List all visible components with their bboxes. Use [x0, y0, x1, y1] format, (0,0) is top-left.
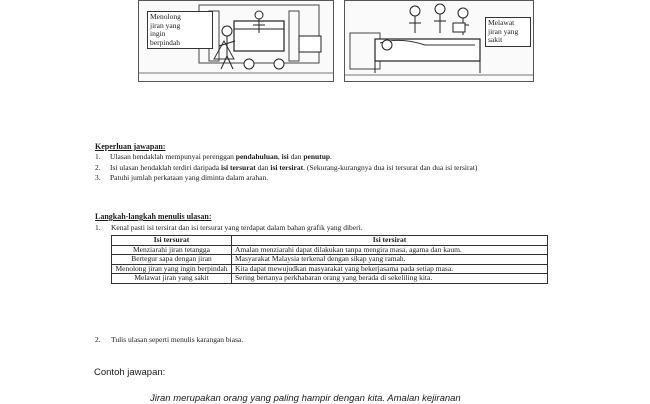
requirements-list: [95, 152, 535, 184]
requirement-text: penutup: [303, 152, 331, 161]
requirement-text: Isi ulasan hendaklah terdiri daripada: [110, 162, 221, 172]
requirement-text: ,: [277, 152, 282, 161]
requirement-text: isi tersirat: [270, 162, 304, 172]
requirement-number: 2.: [95, 162, 101, 172]
requirement-text: dan: [288, 152, 304, 161]
requirement-text: Patuhi jumlah perkataan yang diminta dalam arahan.: [110, 173, 269, 182]
table-row: [112, 255, 548, 265]
table-cell: Melawat jiran yang sakit: [112, 274, 232, 284]
requirement-number: 1.: [95, 152, 101, 161]
requirement-text: Ulasan hendaklah mempunyai perenggan: [110, 152, 236, 161]
step-2: [95, 335, 545, 345]
table-cell: Kita dapat mewujudkan masyarakat yang bekerjasama pada setiap masa.: [232, 264, 548, 274]
step-1-text: Kenal pasti isi tersirat dan isi tersurat yang terdapat dalam bahan grafik yang diberi.: [111, 223, 363, 232]
table-row: [112, 274, 548, 284]
requirement-text: isi tersurat: [221, 162, 256, 172]
step-2-number: 2.: [95, 335, 101, 344]
table-cell: Sering bertanya perkhabaran orang yang berada di sekeliling kita.: [232, 274, 548, 284]
requirement-text: .: [330, 152, 332, 161]
requirement-item: [95, 163, 535, 173]
requirement-item: [95, 173, 535, 183]
illustration-moving-house: [138, 0, 334, 82]
content-table: [111, 235, 548, 284]
step-2-text: Tulis ulasan seperti menulis karangan biasa.: [111, 335, 244, 344]
requirement-text: . (Sekurang-kurangnya dua isi tersurat dan dua isi tersirat): [303, 162, 478, 172]
illustration-visiting-sick: [344, 0, 534, 82]
requirement-number: 3.: [95, 173, 101, 182]
table-cell: Menziarahi jiran tetangga: [112, 245, 232, 255]
steps-heading: Langkah-langkah menulis ulasan:: [95, 212, 212, 221]
caption-visiting-sick: Melawat jiran yang sakit: [485, 17, 531, 47]
example-label: Contoh jawapan:: [94, 367, 166, 378]
requirement-text: isi: [281, 152, 289, 161]
table-cell: Masyarakat Malaysia terkenal dengan sikap yang ramah.: [232, 255, 548, 265]
table-cell: Menolong jiran yang ingin berpindah: [112, 264, 232, 274]
header-isi-tersurat: Isi tersurat: [112, 236, 232, 246]
table-cell: Amalan menziarahi dapat dilakukan tanpa mengira masa, agama dan kaum.: [232, 245, 548, 255]
requirement-text: dan: [255, 162, 271, 172]
example-text: Jiran merupakan orang yang paling hampir dengan kita. Amalan kejiranan: [150, 393, 461, 404]
header-isi-tersirat: Isi tersirat: [232, 236, 548, 246]
table-header-row: [112, 236, 548, 246]
requirement-item: [95, 152, 535, 162]
requirements-heading: Keperluan jawapan:: [95, 142, 166, 151]
step-1-number: 1.: [95, 223, 101, 232]
table-cell: Bertegur sapa dengan jiran: [112, 255, 232, 265]
caption-moving-house: Menolong jiran yang ingin berpindah: [147, 11, 213, 49]
requirement-text: pendahuluan: [235, 152, 278, 161]
